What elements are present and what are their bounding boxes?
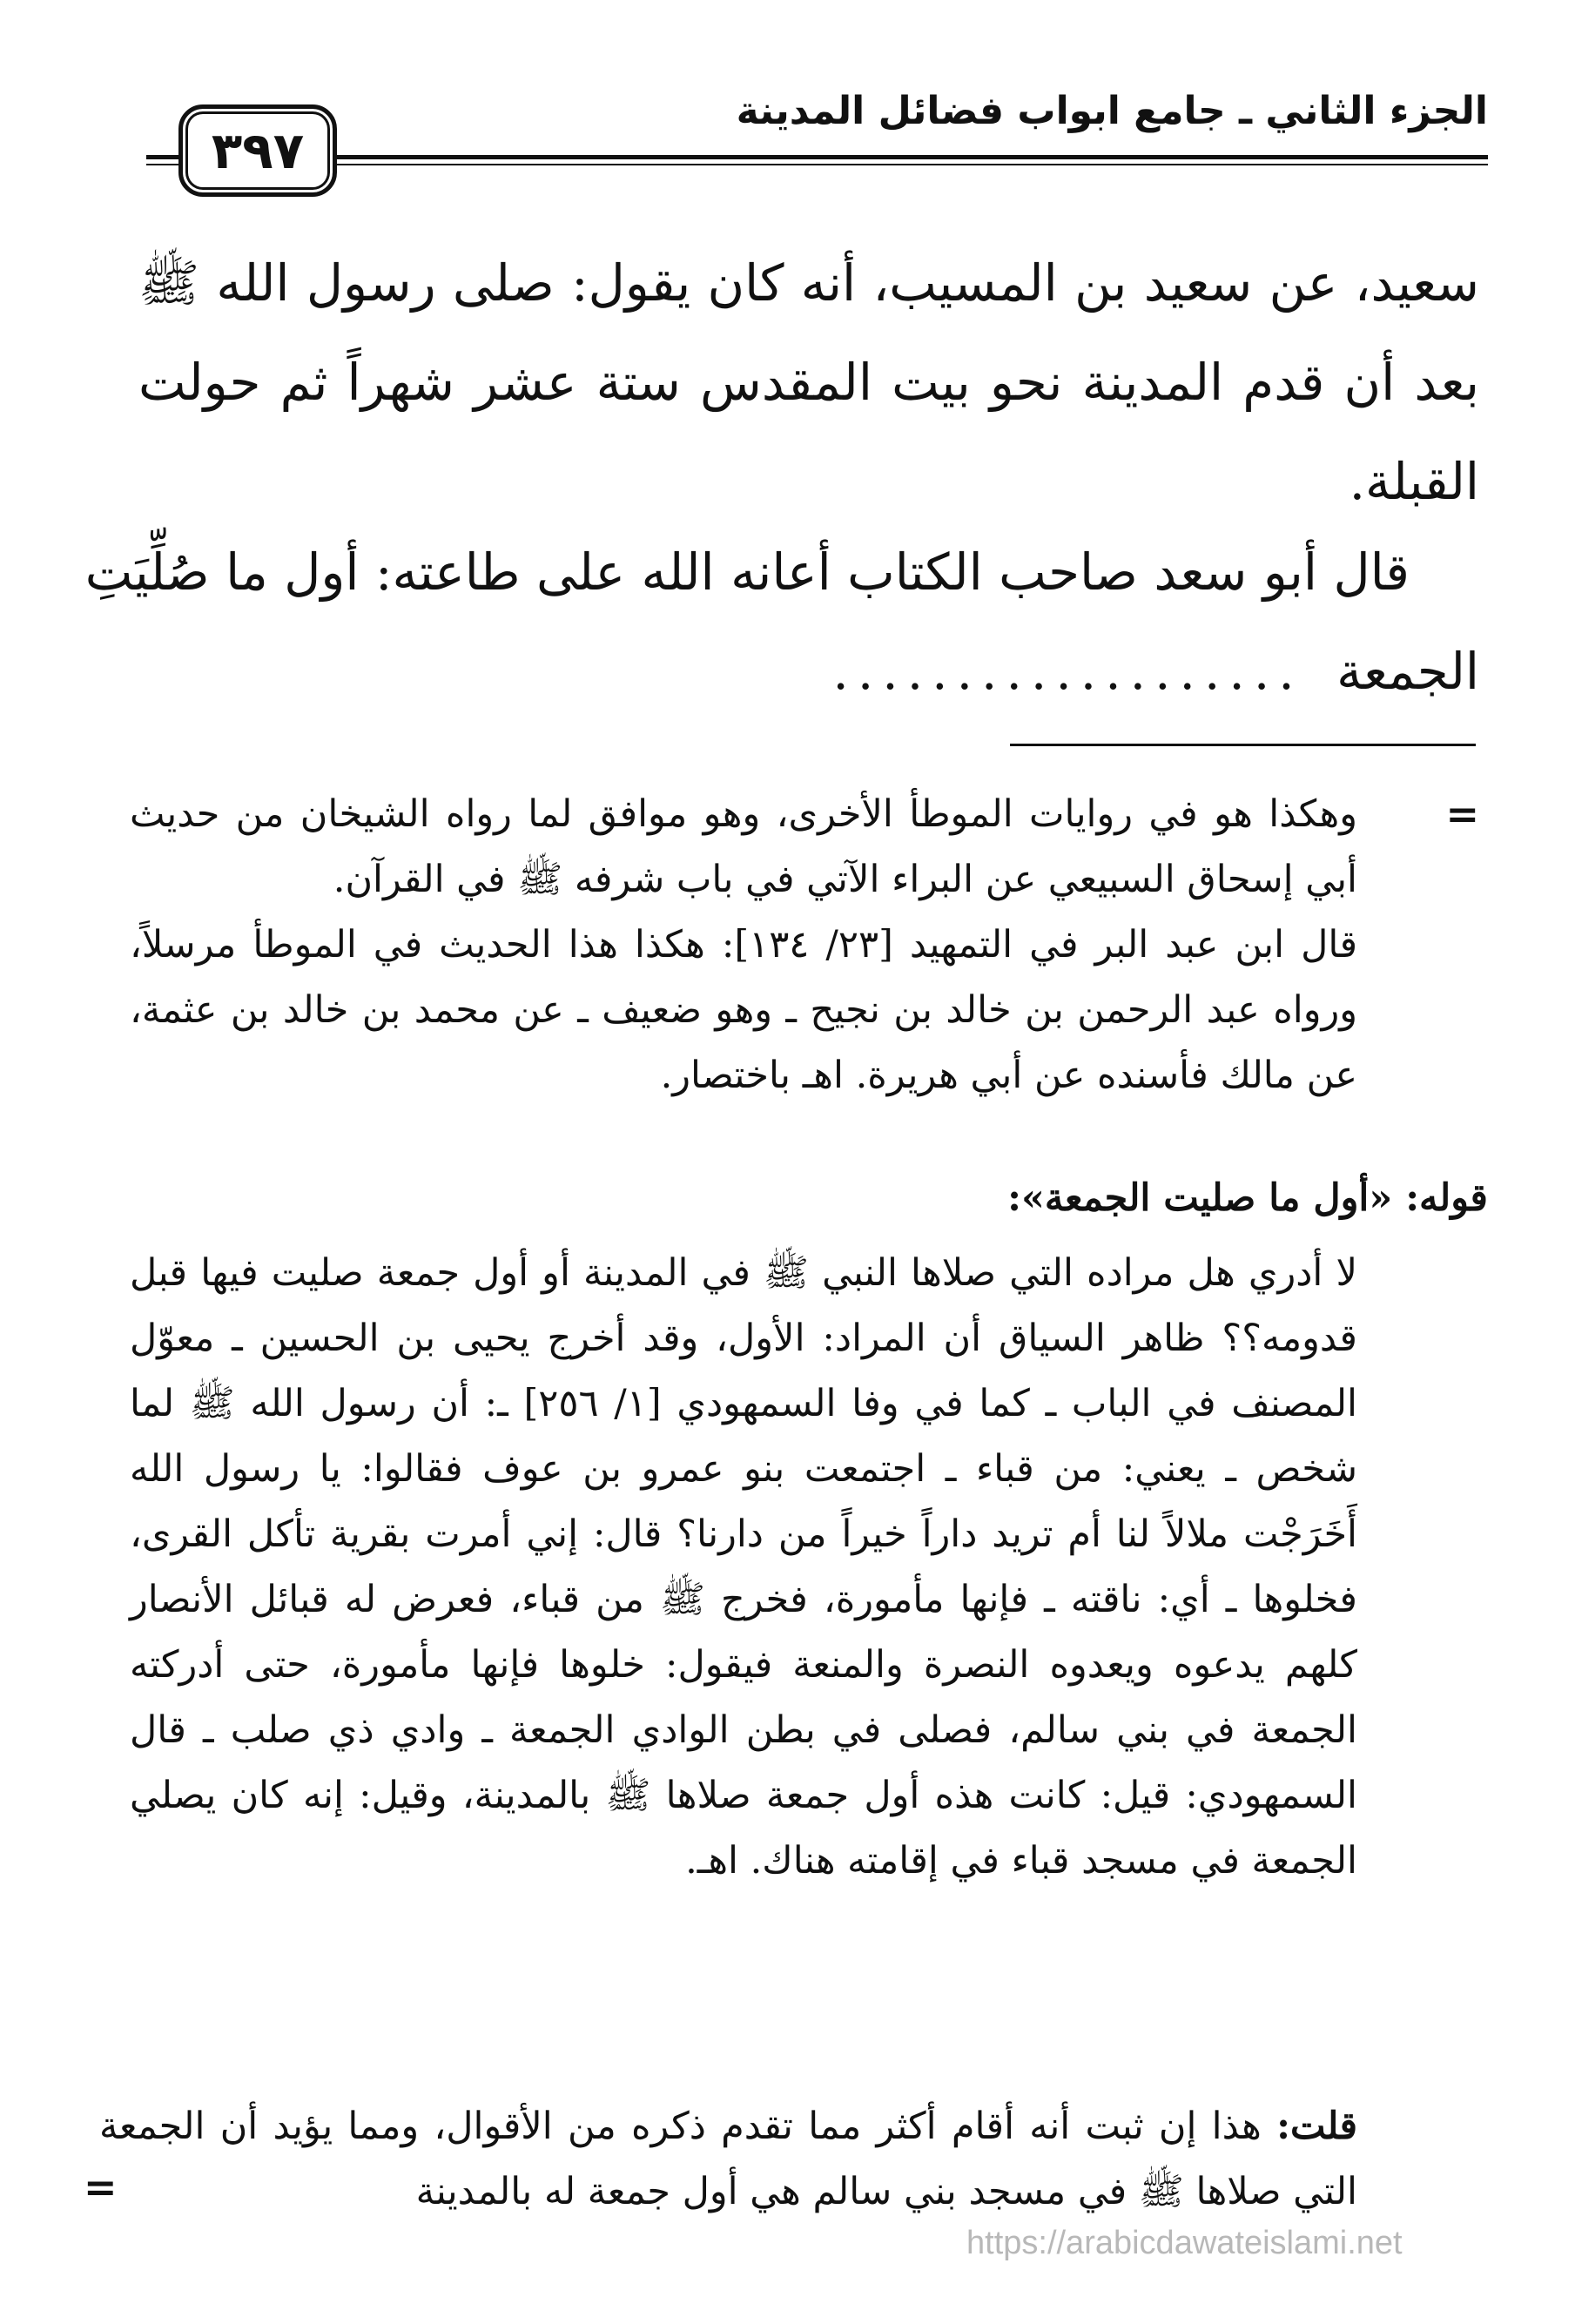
paragraph-2-word: الجمعة (1336, 642, 1479, 701)
qawluh-heading (1007, 1176, 1488, 1220)
page-number-box (178, 104, 337, 197)
ellipsis-dots: ................... (832, 642, 1303, 701)
paragraph-2-line-1: قال أبو سعد صاحب الكتاب أعانه الله على طاعته: أول ما صُلِّيَتِ (84, 542, 1410, 602)
footnote-commentary: لا أدري هل مراده التي صلاها النبي ﷺ في المدينة أو أول جمعة صليت فيها قبل قدومه؟؟ ظاهر السياق أن المراد: الأول، وقد أخرج يحيى بن الحسين ـ معوّل المصنف في الباب ـ كما في وفا السمهودي [١/ ٢٥٦] ـ: أن رسول الله ﷺ لما شخص ـ يعني: من قباء ـ اجتمعت بنو عمرو بن عوف فقالوا: يا رسول الله أَخَرَجْت ملالاً لنا أم تريد داراً خيراً من دارنا؟ قال: إني أمرت بقرية تأكل القرى، فخلوها ـ أي: ناقته ـ فإنها مأمورة، فخرج ﷺ من قباء، فعرض له قبائل الأنصار كلهم يدعوه ويعدوه النصرة والمنعة فيقول: خلوها فإنها مأمورة، حتى أدركته الجمعة في بني سالم، فصلى في بطن الوادي الجمعة ـ وادي ذي صلب ـ قال السمهودي: قيل: كانت هذه أول جمعة صلاها ﷺ بالمدينة، وقيل: إنه كان يصلي الجمعة في مسجد قباء في إقامته هناك. اهـ. (130, 1251, 1357, 1883)
main-paragraph-1: سعيد، عن سعيد بن المسيب، أنه كان يقول: صلى رسول الله ﷺ بعد أن قدم المدينة نحو بيت المقدس ستة عشر شهراً ثم حولت القبلة. (138, 253, 1479, 511)
main-text (138, 233, 1479, 531)
page-number: ٣٩٧ (211, 121, 305, 180)
header-rule-thick (146, 155, 1488, 159)
footnote-block-1 (130, 782, 1357, 1108)
header-rule-thin (146, 164, 1488, 165)
qultu-body: هذا إن ثبت أنه أقام أكثر مما تقدم ذكره من الأقوال، ومما يؤيد أن الجمعة التي صلاها ﷺ في مسجد بني سالم هي أول جمعة له بالمدينة (99, 2105, 1357, 2213)
footnote-block-3 (99, 2094, 1357, 2225)
footnote-paragraph-2: قال ابن عبد البر في التمهيد [٢٣/ ١٣٤]: هكذا هذا الحديث في الموطأ مرسلاً، ورواه عبد الرحمن بن خالد بن نجيح ـ وهو ضعيف ـ عن محمد بن خالد بن عثمة، عن مالك فأسنده عن أبي هريرة. اهـ باختصار. (130, 923, 1357, 1097)
footnote-separator (1010, 744, 1476, 746)
watermark-url: https://arabicdawateislami.net (966, 2225, 1403, 2261)
qultu-label: قلت: (1276, 2105, 1357, 2148)
running-title: الجزء الثاني ـ جامع ابواب فضائل المدينة (736, 89, 1488, 133)
paragraph-2-line-2 (138, 622, 1479, 721)
qawluh-label: قوله: (1405, 1176, 1488, 1220)
qawluh-quote: «أول ما صليت الجمعة»: (1007, 1176, 1393, 1220)
footnote-block-2 (130, 1241, 1357, 1894)
footnote-paragraph-1: وهكذا هو في روايات الموطأ الأخرى، وهو موافق لما رواه الشيخان من حديث أبي إسحاق السبيعي عن البراء الآتي في باب شرفه ﷺ في القرآن. (130, 792, 1357, 901)
footnote-continuation-mark: = (1445, 791, 1479, 838)
main-paragraph-2 (84, 522, 1479, 721)
footnote-end-mark: = (84, 2164, 118, 2211)
